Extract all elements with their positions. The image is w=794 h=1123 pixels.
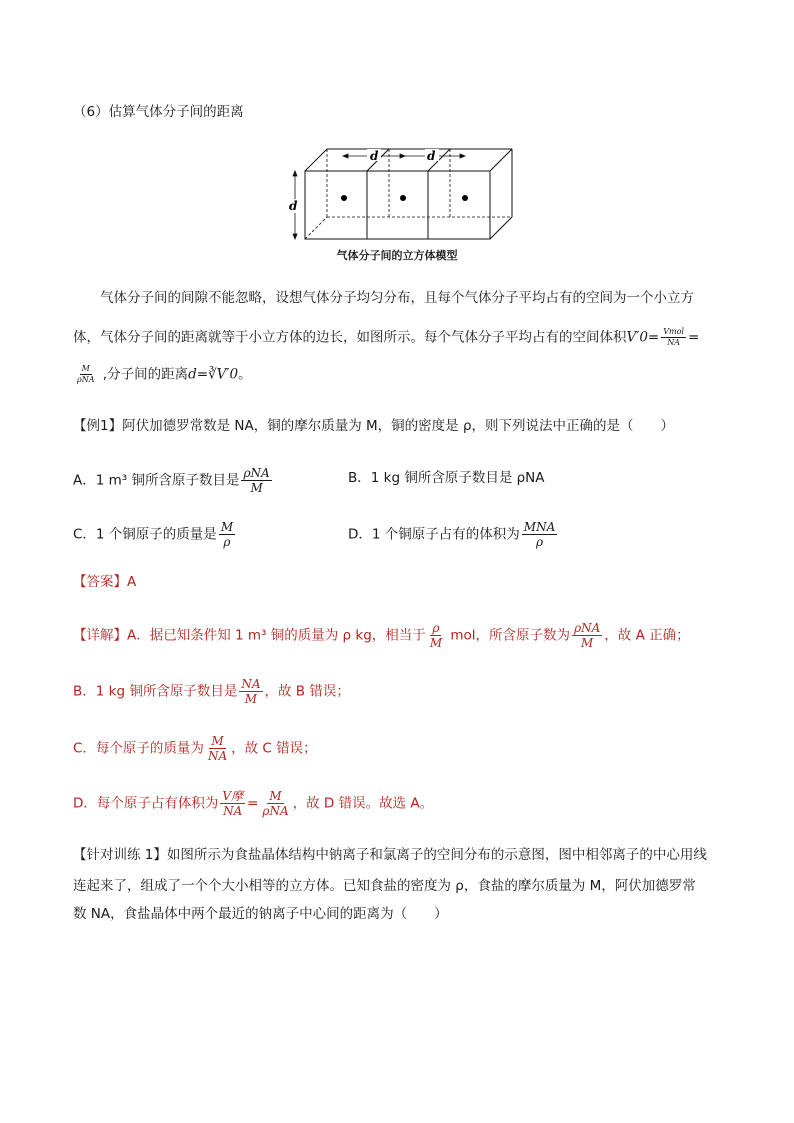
option-d-num: MNA — [523, 520, 556, 534]
option-d-den: ρ — [535, 535, 544, 549]
intro-line-2 — [73, 327, 699, 348]
detail-a — [73, 621, 690, 650]
detail-a-fraction-2 — [572, 621, 602, 650]
v0-symbol: V′0 — [626, 329, 648, 346]
option-c-den: ρ — [223, 535, 231, 549]
option-d-text: D．1 个铜原子占有的体积为 — [348, 526, 520, 543]
detail-d-fraction-1 — [220, 789, 245, 818]
equals-sign-3: = — [196, 366, 209, 383]
figure-caption: 气体分子间的立方体模型 — [336, 249, 458, 262]
option-a-fraction — [241, 466, 271, 495]
d-symbol: d — [188, 366, 197, 383]
label-d-3: d — [289, 199, 298, 213]
vmol: Vmol — [663, 327, 684, 336]
example1-option-d — [348, 520, 559, 549]
rho-na: ρNA — [77, 375, 95, 384]
detail-a-text: 【详解】A．据已知条件知 1 m³ 铜的质量为 ρ kg，相当于 — [73, 627, 426, 644]
detail-c-fraction — [206, 734, 229, 763]
intro-line-2-text: 体，气体分子间的距离就等于小立方体的边长，如图所示。每个气体分子平均占有的空间体积 — [73, 329, 627, 346]
label-d-1: d — [370, 149, 379, 163]
detail-a-num: ρ — [432, 621, 440, 635]
label-d-2: d — [427, 149, 436, 163]
equals-sign-2: = — [687, 329, 700, 346]
na: NA — [667, 338, 680, 347]
detail-d-end: ，故 D 错误。故选 A。 — [292, 795, 434, 812]
detail-a-end: ，故 A 正确； — [604, 627, 690, 644]
m-over-rho-na — [75, 364, 96, 385]
option-a-den: M — [250, 481, 263, 495]
cube-root-v0: ∛V′0 — [208, 366, 239, 383]
answer-line: 【答案】A — [73, 574, 137, 590]
detail-a-den2: M — [581, 636, 594, 650]
training1-line-2: 连起来了，组成了一个个大小相等的立方体。已知食盐的密度为 ρ，食盐的摩尔质量为 M，阿伏加德罗常 — [73, 878, 696, 894]
detail-b-end: ，故 B 错误； — [264, 683, 350, 700]
detail-c-end: ，故 C 错误； — [231, 740, 317, 757]
detail-d-fraction-2 — [260, 789, 290, 818]
detail-c-text: C．每个原子的质量为 — [73, 740, 204, 757]
molecule-dot — [341, 195, 347, 201]
detail-a-num2: ρNA — [574, 621, 601, 635]
detail-a-fraction-1 — [428, 621, 444, 650]
section-title: （6）估算气体分子间的距离 — [73, 104, 244, 120]
molecule-dot — [462, 195, 468, 201]
detail-d-equals: = — [247, 795, 259, 812]
detail-d — [73, 789, 433, 818]
option-c-num: M — [220, 520, 234, 534]
detail-a-den: M — [429, 636, 443, 650]
detail-d-den1: NA — [223, 804, 243, 818]
period: 。 — [238, 366, 252, 383]
option-d-fraction — [522, 520, 557, 549]
m: M — [81, 364, 90, 373]
detail-b-text: B．1 kg 铜所含原子数目是 — [73, 683, 238, 700]
detail-c-den: NA — [207, 749, 228, 763]
detail-b-num: NA — [241, 677, 261, 691]
option-a-text: A．1 m³ 铜所含原子数目是 — [73, 472, 240, 489]
detail-b — [73, 677, 350, 706]
training1-line-3: 数 NA，食盐晶体中两个最近的钠离子中心间的距离为（ ） — [73, 906, 448, 922]
cube-model-figure — [285, 143, 520, 243]
example1-stem: 【例1】阿伏加德罗常数是 NA，铜的摩尔质量为 M，铜的密度是 ρ，则下列说法中正确的是（ ） — [73, 418, 675, 434]
equals-sign: = — [647, 329, 660, 346]
detail-d-den2: ρNA — [262, 804, 289, 818]
option-c-fraction — [219, 520, 235, 549]
option-a-num: ρNA — [243, 466, 270, 480]
detail-a-mid: mol，所含原子数为 — [446, 627, 571, 644]
detail-c — [73, 734, 317, 763]
example1-option-c — [73, 520, 237, 549]
training1-line-1: 【针对训练 1】如图所示为食盐晶体结构中钠离子和氯离子的空间分布的示意图，图中相邻离子的中心用线 — [73, 847, 707, 863]
detail-c-num: M — [211, 734, 224, 748]
option-c-text: C．1 个铜原子的质量是 — [73, 526, 217, 543]
example1-option-b: B．1 kg 铜所含原子数目是 ρNA — [348, 470, 545, 486]
detail-b-fraction — [239, 677, 262, 706]
detail-d-num1: V摩 — [222, 789, 244, 803]
molecule-dot — [400, 195, 406, 201]
detail-d-text: D．每个原子占有体积为 — [73, 795, 219, 812]
example1-option-a — [73, 466, 274, 495]
detail-b-den: M — [244, 692, 258, 706]
intro-line-3 — [73, 364, 252, 385]
detail-d-num2: M — [269, 789, 282, 803]
intro-line-3-text: ,分子间的距离 — [98, 366, 189, 383]
intro-line-1: 气体分子间的间隙不能忽略，设想气体分子均匀分布，且每个气体分子平均占有的空间为一个小立方 — [100, 290, 694, 306]
vmol-over-na — [661, 327, 686, 348]
